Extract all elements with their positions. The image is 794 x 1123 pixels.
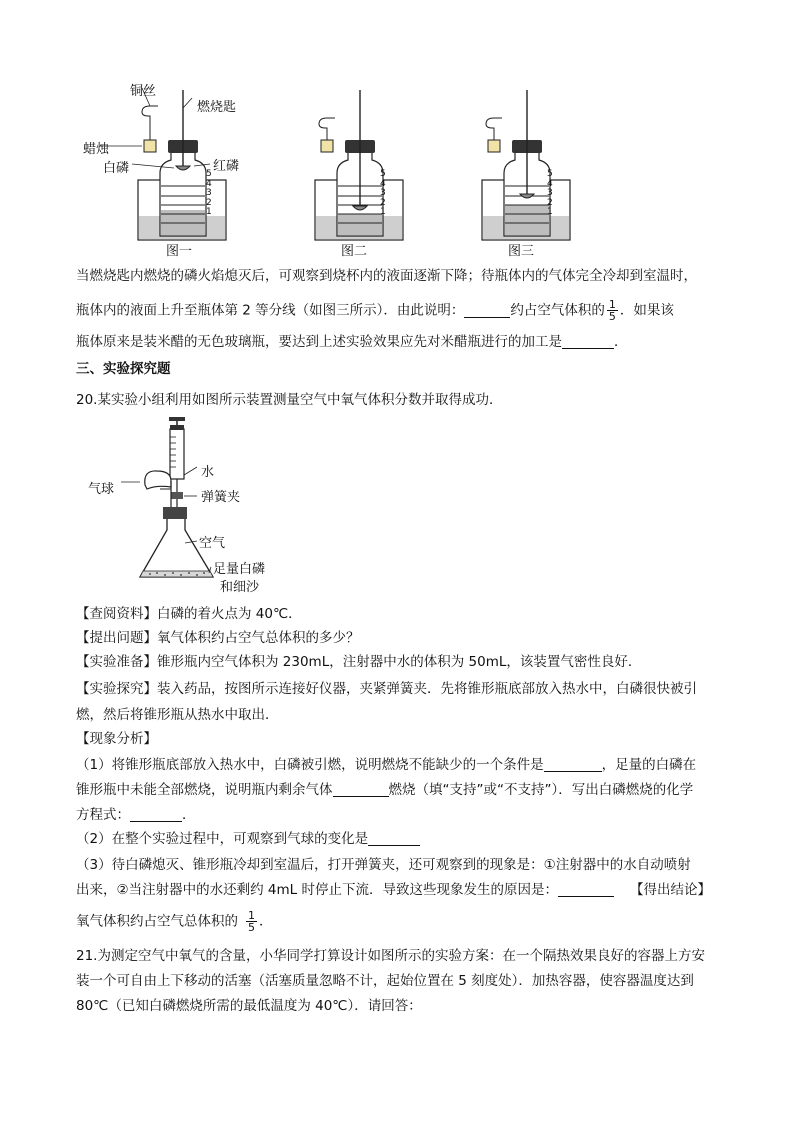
q20-intro: 20.某实验小组利用如图所示装置测量空气中氧气体积分数并取得成功． <box>76 392 503 408</box>
q20-line-8: 锥形瓶中未能全部燃烧，说明瓶内剩余气体 燃烧（填“支持”或“不支持”）．写出白磷燃烧的化学 <box>76 782 694 798</box>
label-spoon: 燃烧匙 <box>197 100 237 115</box>
figure-two <box>315 90 403 240</box>
label-phosphorus-1: 足量白磷 <box>213 562 266 577</box>
label-clamp: 弹簧夹 <box>201 490 241 505</box>
scale-fig2: 5 4 3 2 1 <box>380 169 386 217</box>
q20-line-13: 氧气体积约占空气总体积的 $\frac{1}{5}$ ． <box>76 909 273 934</box>
caption-fig2: 图二 <box>341 244 368 259</box>
label-copper-wire: 铜丝 <box>130 84 157 99</box>
figure-row-1 <box>70 78 730 258</box>
q20-line-4: 【实验探究】装入药品，按图所示连接好仪器，夹紧弹簧夹．先将锥形瓶底部放入热水中，白磷很快被引 <box>76 681 697 697</box>
label-white-phosphorus: 白磷 <box>103 161 130 176</box>
q20-line-11: （3）待白磷熄灭、锥形瓶冷却到室温后，打开弹簧夹，还可观察到的现象是：①注射器中的水自动喷射 <box>76 857 691 873</box>
label-candle: 蜡烛 <box>83 142 110 157</box>
section-title: 三、实验探究题 <box>76 361 171 377</box>
label-water: 水 <box>201 465 215 480</box>
q20-line-2: 【提出问题】氧气体积约占空气总体积的多少？ <box>76 630 360 646</box>
label-phosphorus-2: 和细沙 <box>220 580 260 595</box>
caption-fig1: 图一 <box>166 244 193 259</box>
label-air: 空气 <box>199 536 226 551</box>
blank-4[interactable] <box>333 782 389 797</box>
q20-line-3: 【实验准备】锥形瓶内空气体积为 230mL，注射器中水的体积为 50mL，该装置气密性良好． <box>76 654 642 670</box>
q20-line-9: 方程式： ． <box>76 807 196 823</box>
blank-1[interactable] <box>464 303 510 318</box>
q20-line-1: 【查阅资料】白磷的着火点为 40℃． <box>76 606 302 622</box>
q21-line-3: 80℃（已知白磷燃烧所需的最低温度为 40℃）．请回答： <box>76 998 422 1014</box>
para1-line3: 瓶体原来是装米醋的无色玻璃瓶，要达到上述实验效果应先对米醋瓶进行的加工是 ． <box>76 334 628 350</box>
q20-line-6: 【现象分析】 <box>76 731 157 747</box>
blank-2[interactable] <box>562 334 614 349</box>
fraction-one-fifth: $\frac{1}{5}$ <box>608 298 616 323</box>
caption-fig3: 图三 <box>508 244 535 259</box>
fraction-one-fifth-2: $\frac{1}{5}$ <box>248 909 255 934</box>
scale-fig1: 5 4 3 2 1 <box>206 169 212 217</box>
label-red-phosphorus: 红磷 <box>213 159 240 174</box>
para1-line1: 当燃烧匙内燃烧的磷火焰熄灭后，可观察到烧杯内的液面逐渐下降；待瓶体内的气体完全冷却到室温时， <box>76 268 697 284</box>
q20-line-5: 燃，然后将锥形瓶从热水中取出． <box>76 707 279 723</box>
blank-3[interactable] <box>544 757 602 772</box>
q20-line-10: （2）在整个实验过程中，可观察到气球的变化是 <box>76 829 420 849</box>
blank-7[interactable] <box>558 882 614 897</box>
q20-apparatus-figure <box>85 415 300 590</box>
scale-fig3: 5 4 3 2 1 <box>547 169 553 217</box>
figure-three <box>482 90 570 240</box>
blank-5[interactable] <box>130 807 182 822</box>
para1-line2: 瓶体内的液面上升至瓶体第 2 等分线（如图三所示）．由此说明： 约占空气体积的 $\frac{1}{5}$ ．如果该 <box>76 298 674 323</box>
q20-line-12: 出来，②当注射器中的水还剩约 4mL 时停止下流．导致这些现象发生的原因是： 【得出结论】 <box>76 882 711 898</box>
q21-line-1: 21.为测定空气中氧气的含量，小华同学打算设计如图所示的实验方案：在一个隔热效果良好的容器上方安 <box>76 948 705 964</box>
q20-line-7: （1）将锥形瓶底部放入热水中，白磷被引燃，说明燃烧不能缺少的一个条件是 ，足量的白磷在 <box>76 757 697 773</box>
blank-6[interactable] <box>368 831 420 846</box>
q21-line-2: 装一个可自由上下移动的活塞（活塞质量忽略不计，起始位置在 5 刻度处）．加热容器，使容器温度达到 <box>76 973 694 989</box>
label-balloon: 气球 <box>88 482 115 497</box>
